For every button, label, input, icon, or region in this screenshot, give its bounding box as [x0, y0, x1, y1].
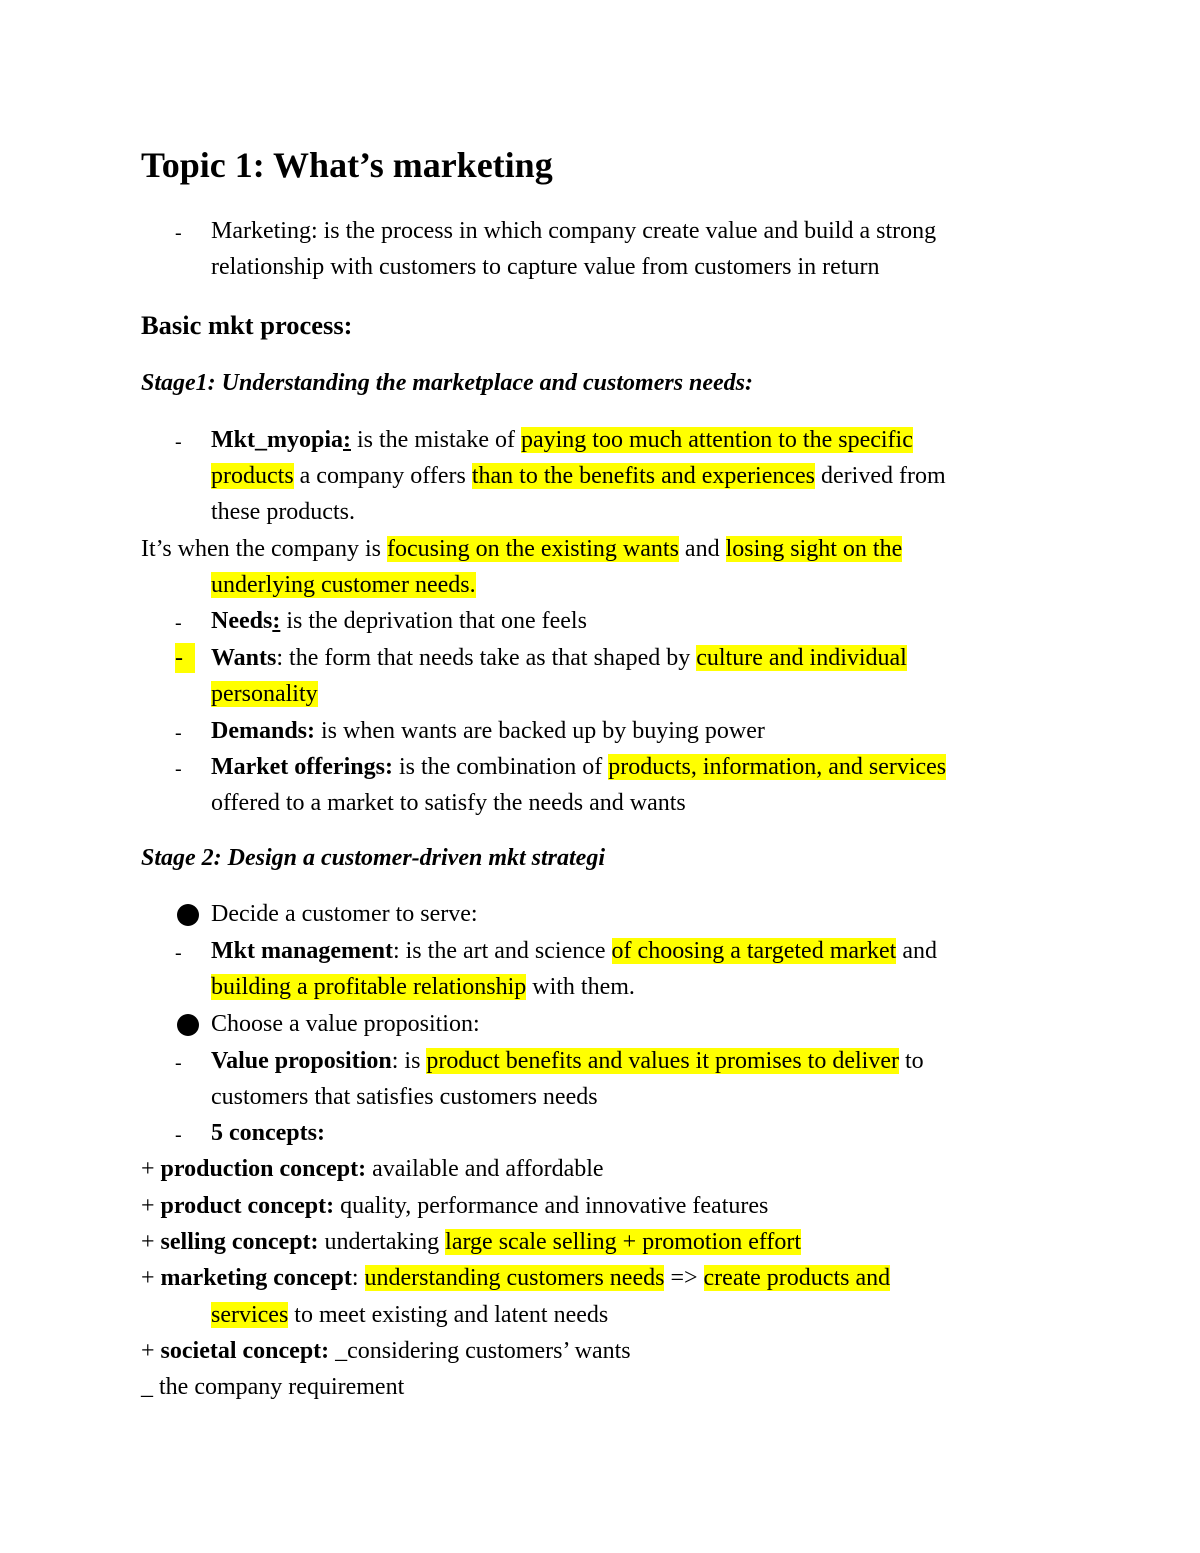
mkt-management-line1: [211, 936, 937, 966]
company-requirement-line: _ the company requirement: [141, 1374, 405, 1400]
term-colon: :: [272, 608, 281, 634]
term: Mkt management: [211, 938, 393, 964]
text: : the form that needs take as that shaped by: [276, 645, 697, 671]
page-title: Topic 1: What’s marketing: [141, 145, 553, 185]
text: : is: [391, 1048, 427, 1074]
highlight: personality: [211, 681, 318, 707]
dash-bullet: -: [175, 758, 182, 780]
highlight: product benefits and values it promises to deliver: [426, 1048, 899, 1074]
plus: +: [141, 1265, 161, 1291]
myopia-line1: [211, 425, 913, 455]
dash-bullet: -: [175, 222, 182, 244]
text: =>: [664, 1265, 704, 1291]
highlight: understanding customers needs: [364, 1265, 665, 1291]
myopia-line3: these products.: [211, 499, 355, 525]
marketing-concept-line1: [141, 1263, 890, 1293]
dash-bullet: -: [175, 612, 182, 634]
basic-process-heading: Basic mkt process:: [141, 310, 353, 340]
text: and: [896, 938, 937, 964]
highlight: large scale selling + promotion effort: [445, 1229, 802, 1255]
term: Needs: [211, 608, 273, 634]
offerings-line1: [211, 752, 946, 782]
five-concepts-line: [211, 1118, 325, 1148]
value-proposition-line1: [211, 1046, 924, 1076]
plus: +: [141, 1156, 161, 1182]
choose-value-line: Choose a value proposition:: [211, 1011, 480, 1037]
highlight: of choosing a targeted market: [611, 938, 897, 964]
myopia-line2: [211, 461, 946, 491]
demands-line: [211, 716, 765, 746]
text: available and affordable: [366, 1156, 604, 1182]
dash-bullet: -: [175, 722, 182, 744]
text: It’s when the company is: [141, 536, 387, 562]
term: societal concept:: [160, 1338, 330, 1364]
term: Value proposition: [211, 1048, 392, 1074]
term: product concept:: [160, 1193, 335, 1219]
selling-concept-line: [141, 1227, 801, 1257]
text: :: [351, 1265, 365, 1291]
decide-customer-line: Decide a customer to serve:: [211, 901, 478, 927]
highlight: products: [211, 463, 294, 489]
text: is the mistake of: [351, 427, 521, 453]
marketing-definition-line1: Marketing: is the process in which company create value and build a strong: [211, 218, 937, 244]
plus: +: [141, 1338, 161, 1364]
plus: +: [141, 1229, 161, 1255]
highlight: focusing on the existing wants: [386, 536, 679, 562]
marketing-definition-line2: relationship with customers to capture value from customers in return: [211, 254, 880, 280]
product-concept-line: [141, 1191, 768, 1221]
highlight: underlying customer needs.: [211, 572, 476, 598]
text: is the combination of: [392, 754, 609, 780]
term: production concept:: [160, 1156, 367, 1182]
dash-bullet: -: [175, 431, 182, 453]
text: quality, performance and innovative features: [334, 1193, 769, 1219]
offerings-line2: offered to a market to satisfy the needs and wants: [211, 790, 686, 816]
bullet-dot: [177, 1014, 199, 1036]
societal-concept-line: [141, 1336, 631, 1366]
text: derived from: [815, 463, 946, 489]
term: marketing concept: [160, 1265, 352, 1291]
text: with them.: [526, 974, 635, 1000]
highlight: products, information, and services: [608, 754, 947, 780]
term: 5 concepts:: [211, 1120, 325, 1146]
plus: +: [141, 1193, 161, 1219]
wants-line1: [211, 643, 907, 673]
its-when-line1: [141, 534, 902, 564]
text: to meet existing and latent needs: [288, 1302, 609, 1328]
marketing-concept-line2: [211, 1300, 608, 1330]
mkt-management-line2: [211, 972, 635, 1002]
dash-bullet-highlighted: -: [175, 643, 195, 673]
its-when-line2: [211, 570, 476, 600]
stage2-heading: Stage 2: Design a customer-driven mkt strategi: [141, 845, 605, 871]
highlight: create products and: [703, 1265, 891, 1291]
highlight: building a profitable relationship: [211, 974, 527, 1000]
dash-bullet: -: [175, 1052, 182, 1074]
highlight: services: [211, 1302, 289, 1328]
highlight: than to the benefits and experiences: [471, 463, 816, 489]
needs-line: [211, 606, 587, 636]
text: undertaking: [318, 1229, 446, 1255]
text: is when wants are backed up by buying power: [315, 718, 765, 744]
production-concept-line: [141, 1154, 604, 1184]
stage1-heading: Stage1: Understanding the marketplace and customers needs:: [141, 370, 754, 396]
text: and: [678, 536, 726, 562]
term: Demands:: [211, 718, 316, 744]
text: a company offers: [293, 463, 472, 489]
text: to: [898, 1048, 924, 1074]
value-proposition-line2: customers that satisfies customers needs: [211, 1084, 598, 1110]
text: : is the art and science: [392, 938, 612, 964]
highlight: losing sight on the: [725, 536, 903, 562]
bullet-dot: [177, 904, 199, 926]
term: Market offerings:: [211, 754, 393, 780]
term: selling concept:: [160, 1229, 319, 1255]
dash-bullet: -: [175, 1124, 182, 1146]
highlight: paying too much attention to the specific: [520, 427, 913, 453]
wants-line2: [211, 679, 318, 709]
term: Wants: [211, 645, 277, 671]
dash-bullet: -: [175, 942, 182, 964]
term: Mkt_myopia: [211, 427, 343, 453]
text: _considering customers’ wants: [329, 1338, 631, 1364]
text: is the deprivation that one feels: [280, 608, 587, 634]
highlight: culture and individual: [696, 645, 907, 671]
term-colon: :: [343, 427, 351, 453]
